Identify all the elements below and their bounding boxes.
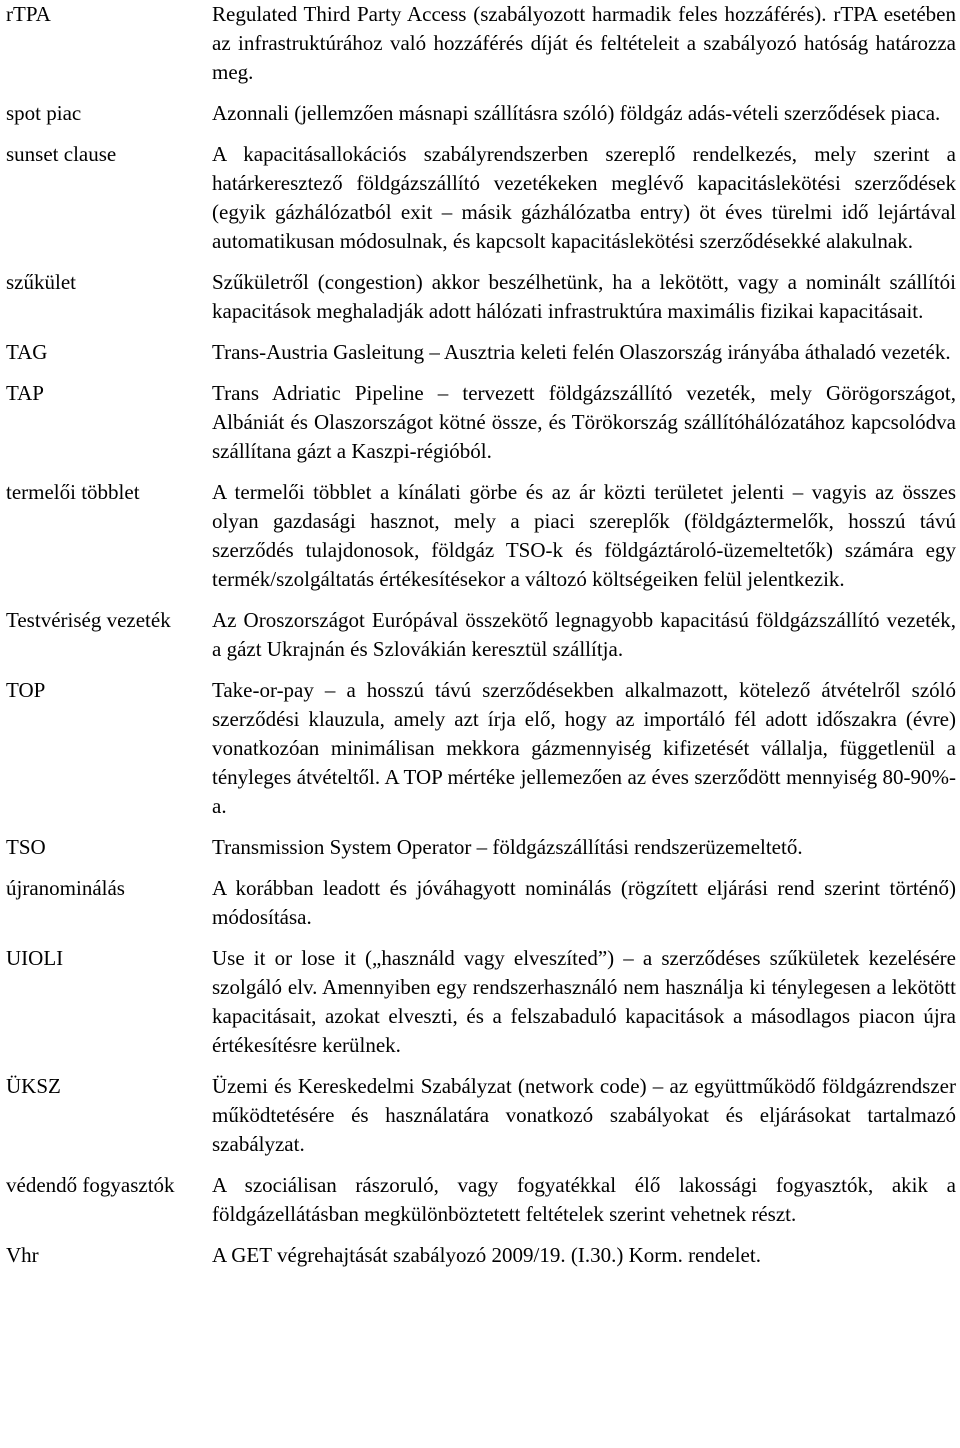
glossary-definition: A korábban leadott és jóváhagyott nominálás (rögzített eljárási rend szerint történő) módosítása. (212, 876, 956, 929)
glossary-entry-rtpa (6, 0, 956, 87)
glossary-term: TOP (6, 678, 46, 702)
glossary-term: újranominálás (6, 876, 125, 900)
glossary-term: TSO (6, 835, 46, 859)
glossary-entry-testveriseg-vezetek (6, 606, 956, 664)
glossary-definition: Üzemi és Kereskedelmi Szabályzat (network code) – az együttműködő földgázrendszer működtetésére és használatára vonatkozó szabályokat és eljárásokat tartalmazó szabályzat. (212, 1074, 956, 1156)
glossary-definition: Az Oroszországot Európával összekötő legnagyobb kapacitású földgázszállító vezeték, a gázt Ukrajnán és Szlovákián keresztül szállítja. (212, 608, 956, 661)
glossary-entry-sunset-clause (6, 140, 956, 256)
glossary-term: spot piac (6, 101, 82, 125)
glossary-entry-uioli (6, 944, 956, 1060)
glossary-term: védendő fogyasztók (6, 1173, 175, 1197)
glossary-entry-spot-piac (6, 99, 956, 128)
glossary-term: Vhr (6, 1243, 39, 1267)
glossary-entry-szukulet (6, 268, 956, 326)
glossary-term: TAG (6, 340, 48, 364)
glossary-entry-termeloi-tobblet (6, 478, 956, 594)
glossary-term: UIOLI (6, 946, 64, 970)
glossary-definition: Transmission System Operator – földgázszállítási rendszerüzemeltető. (212, 835, 803, 859)
glossary-term: rTPA (6, 2, 51, 26)
glossary-definition: A GET végrehajtását szabályozó 2009/19. (I.30.) Korm. rendelet. (212, 1243, 761, 1267)
glossary-term: termelői többlet (6, 480, 140, 504)
glossary-term: Testvériség vezeték (6, 608, 171, 632)
glossary (6, 0, 956, 1270)
glossary-definition: Trans Adriatic Pipeline – tervezett földgázszállító vezeték, mely Görögországot, Albániát és Olaszországot kötné össze, és Törökország szállítóhálózatához kapcsolódva szállítana gázt a Kaszpi-régióból. (212, 381, 956, 463)
glossary-term: ÜKSZ (6, 1074, 61, 1098)
glossary-entry-top (6, 676, 956, 821)
glossary-term: szűkület (6, 270, 76, 294)
glossary-definition: Szűkületről (congestion) akkor beszélhetünk, ha a lekötött, vagy a nominált szállítói kapacitások meghaladják adott hálózati infrastruktúra maximális fizikai kapacitásait. (212, 270, 956, 323)
glossary-entry-ujranominalas (6, 874, 956, 932)
glossary-definition: A szociálisan rászoruló, vagy fogyatékkal élő lakossági fogyasztók, akik a földgázellátásban megkülönböztetett feltételek szerint vehetnek részt. (212, 1173, 956, 1226)
glossary-entry-uksz (6, 1072, 956, 1159)
glossary-definition: A kapacitásallokációs szabályrendszerben szereplő rendelkezés, mely szerint a határkeresztező földgázszállító vezetékeken meglévő kapacitáslekötési szerződések (egyik gázhálózatból exit – másik gázhálózatba entry) öt éves türelmi idő lejártával automatikusan módosulnak, és kapcsolt kapacitáslekötési szerződésekké alakulnak. (212, 142, 956, 253)
glossary-definition: Use it or lose it („használd vagy elveszíted”) – a szerződéses szűkületek kezelésére szolgáló elv. Amennyiben egy rendszerhasználó nem használja ki ténylegesen a lekötött kapacitásait, azokat elveszti, és a felszabaduló kapacitások a másodlagos piacon újra értékesítésre kerülnek. (212, 946, 956, 1057)
glossary-entry-vhr (6, 1241, 956, 1270)
glossary-definition: Trans-Austria Gasleitung – Ausztria keleti felén Olaszország irányába áthaladó vezeték. (212, 340, 951, 364)
glossary-definition: Regulated Third Party Access (szabályozott harmadik feles hozzáférés). rTPA esetében az infrastruktúrához való hozzáférés díját és feltételeit a szabályozó hatóság határozza meg. (212, 2, 956, 84)
glossary-entry-vedendo-fogyasztok (6, 1171, 956, 1229)
glossary-entry-tso (6, 833, 956, 862)
glossary-definition: Azonnali (jellemzően másnapi szállításra szóló) földgáz adás-vételi szerződések piaca. (212, 101, 941, 125)
glossary-entry-tap (6, 379, 956, 466)
glossary-entry-tag (6, 338, 956, 367)
glossary-definition: A termelői többlet a kínálati görbe és az ár közti területet jelenti – vagyis az összes olyan gazdasági hasznot, mely a piaci szereplők (földgáztermelők, hosszú távú szerződés tulajdonosok, földgáz TSO-k és földgáztároló-üzemeltetők) számára egy termék/szolgáltatás értékesítésekor a változó költségeiken felül jelentkezik. (212, 480, 956, 591)
glossary-term: TAP (6, 381, 44, 405)
glossary-definition: Take-or-pay – a hosszú távú szerződésekben alkalmazott, kötelező átvételről szóló szerződési klauzula, amely azt írja elő, hogy az importáló fél adott időszakra (évre) vonatkozóan minimálisan mekkora gázmennyiség kifizetését vállalja, függetlenül a tényleges átvételtől. A TOP mértéke jellemezően az éves szerződött mennyiség 80-90%-a. (212, 678, 956, 818)
glossary-term: sunset clause (6, 142, 117, 166)
